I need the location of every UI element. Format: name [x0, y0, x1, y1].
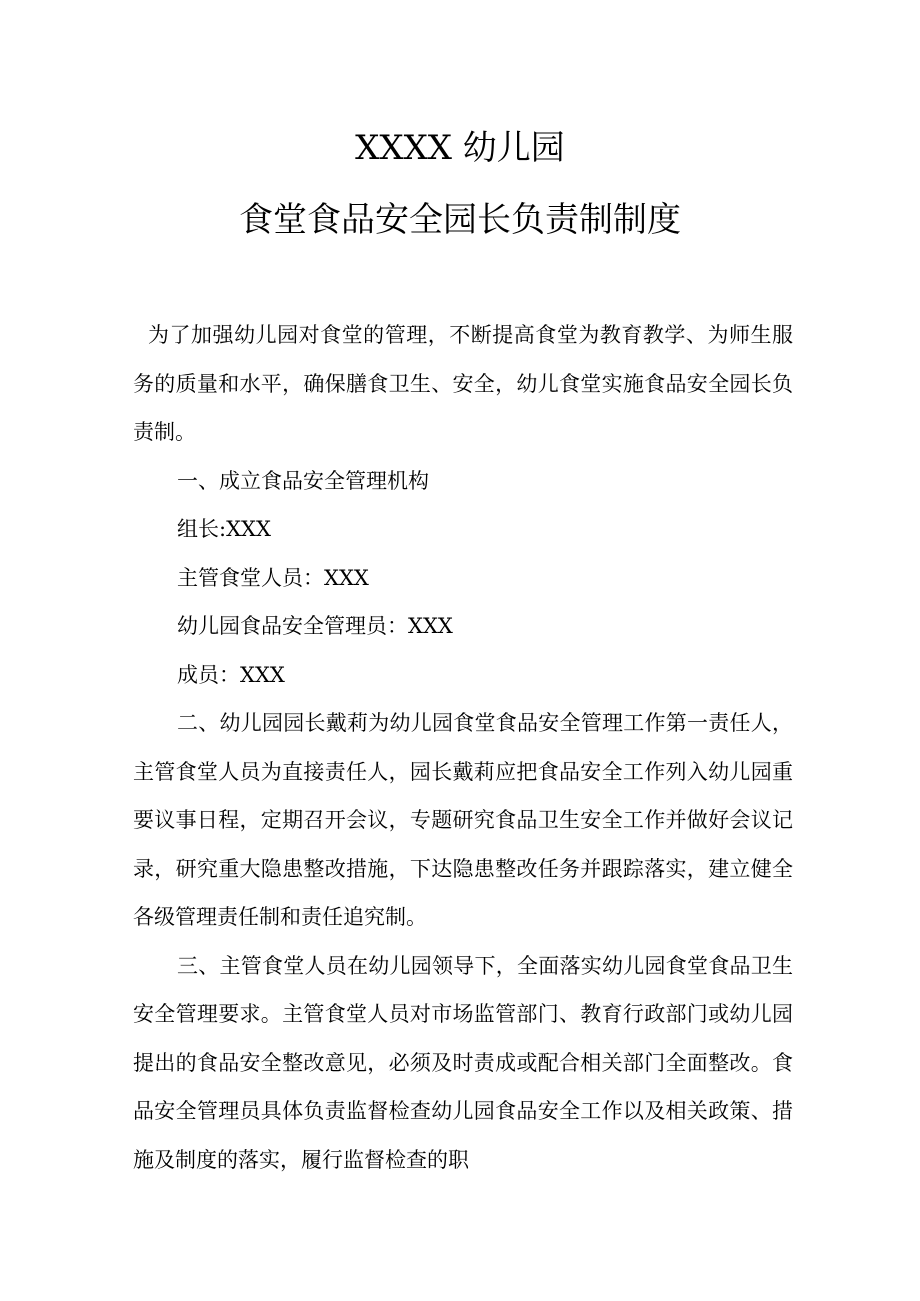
- section3-paragraph: 三、主管食堂人员在幼儿园领导下，全面落实幼儿园食堂食品卫生安全管理要求。主管食堂人员对市场监管部门、教育行政部门或幼儿园提出的食品安全整改意见，必须及时责成或配合相关部门全面整改。食品安全管理员具体负责监督检查幼儿园食品安全工作以及相关政策、措施及制度的落实，履行监督检查的职: [133, 953, 793, 1172]
- section2-paragraph: 二、幼儿园园长戴莉为幼儿园食堂食品安全管理工作第一责任人，主管食堂人员为直接责任人，园长戴莉应把食品安全工作列入幼儿园重要议事日程，定期召开会议，专题研究食品卫生安全工作并做好会议记录，研究重大隐患整改措施，下达隐患整改任务并跟踪落实，建立健全各级管理责任制和责任追究制。: [133, 711, 793, 929]
- document-body: [133, 311, 793, 1184]
- intro-paragraph: 为了加强幼儿园对食堂的管理，不断提高食堂为教育教学、为师生服务的质量和水平，确保膳食卫生、安全，幼儿食堂实施食品安全园长负责制。: [133, 323, 793, 444]
- member-canteen-manager: 主管食堂人员：XXX: [177, 565, 369, 590]
- document-title-line1: XXXX 幼儿园: [355, 128, 565, 168]
- member-staff: 成员：XXX: [177, 662, 285, 687]
- section1-heading: 一、成立食品安全管理机构: [177, 468, 429, 493]
- member-safety-officer: 幼儿园食品安全管理员：XXX: [177, 614, 453, 638]
- document-title-line2: 食堂食品安全园长负责制制度: [239, 200, 681, 240]
- member-leader: 组长:XXX: [177, 517, 271, 541]
